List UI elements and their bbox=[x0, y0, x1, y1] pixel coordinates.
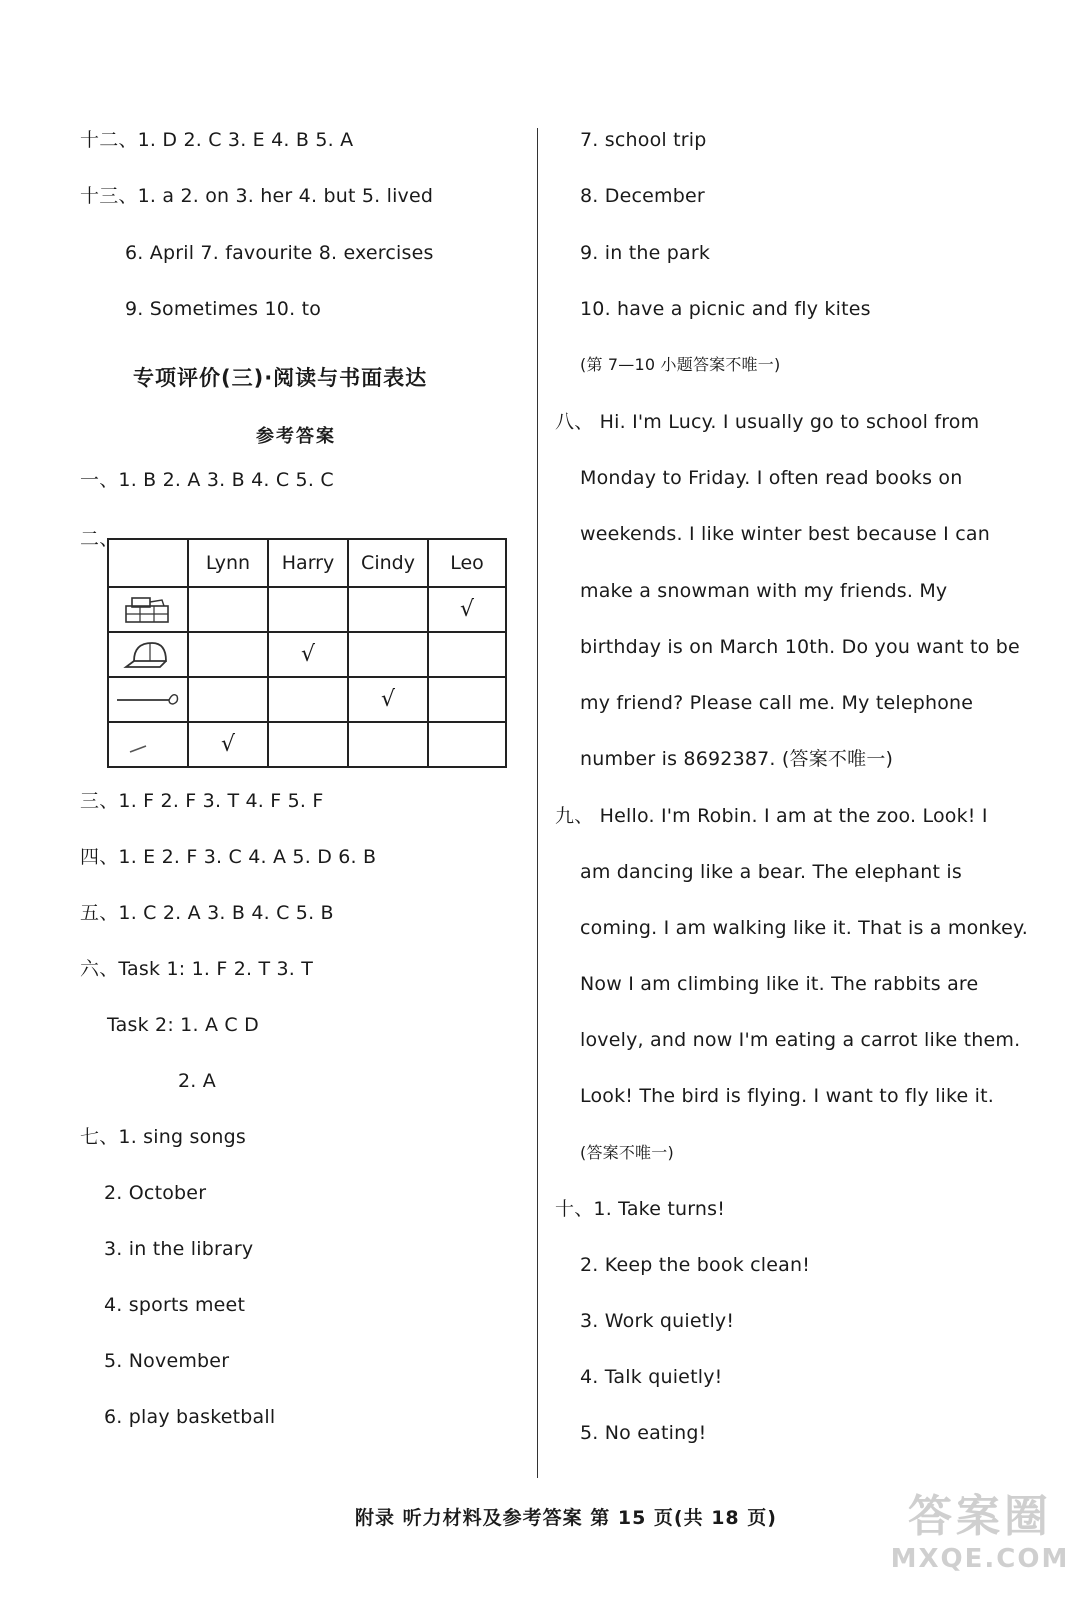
answer-line-7: 七、1. sing songs bbox=[80, 1126, 247, 1148]
essay-line-9: (答案不唯一) bbox=[580, 1143, 674, 1162]
answer-line-10: 3. Work quietly! bbox=[580, 1310, 735, 1332]
essay-line-8: 八、 Hi. I'm Lucy. I usually go to school from bbox=[555, 411, 980, 433]
essay-line-9: am dancing like a bear. The elephant is bbox=[580, 861, 962, 883]
table-cell bbox=[428, 632, 506, 677]
table-cell bbox=[188, 632, 268, 677]
answer-line-6-task2b: 2. A bbox=[178, 1070, 216, 1092]
table-cell bbox=[268, 587, 348, 632]
answer-line-10: 4. Talk quietly! bbox=[580, 1366, 723, 1388]
answer-line-7: 5. November bbox=[104, 1350, 230, 1372]
small-mark-icon bbox=[108, 722, 188, 767]
table-row bbox=[108, 632, 506, 677]
table-cell bbox=[428, 677, 506, 722]
watermark-logo bbox=[890, 1490, 1070, 1590]
answer-line-13: 十三、1. a 2. on 3. her 4. but 5. lived bbox=[80, 185, 434, 207]
essay-line-8: my friend? Please call me. My telephone bbox=[580, 692, 974, 714]
answer-line-6: 六、Task 1: 1. F 2. T 3. T bbox=[80, 958, 314, 980]
essay-line-9: Look! The bird is flying. I want to fly like it. bbox=[580, 1085, 995, 1107]
cap-icon bbox=[108, 632, 188, 677]
table-header-row bbox=[108, 539, 506, 587]
essay-line-8: birthday is on March 10th. Do you want to be bbox=[580, 636, 1020, 658]
answer-subtitle: 参考答案 bbox=[256, 426, 336, 447]
essay-line-8: make a snowman with my friends. My bbox=[580, 580, 948, 602]
essay-line-9: coming. I am walking like it. That is a monkey. bbox=[580, 917, 1029, 939]
table-row bbox=[108, 677, 506, 722]
answer-line-10: 十、1. Take turns! bbox=[555, 1198, 726, 1220]
essay-line-9: 九、 Hello. I'm Robin. I am at the zoo. Look! I bbox=[555, 805, 988, 827]
table-cell: √ bbox=[428, 587, 506, 632]
table-cell bbox=[428, 722, 506, 767]
table-row bbox=[108, 587, 506, 632]
table-header-cell: Leo bbox=[428, 539, 506, 587]
table-corner-cell bbox=[108, 539, 188, 587]
page-footer: 附录 听力材料及参考答案 第 15 页(共 18 页) bbox=[355, 1507, 777, 1529]
essay-line-9: Now I am climbing like it. The rabbits are bbox=[580, 973, 979, 995]
answer-line-1: 一、1. B 2. A 3. B 4. C 5. C bbox=[80, 469, 334, 491]
table-cell: √ bbox=[188, 722, 268, 767]
table-cell bbox=[268, 677, 348, 722]
answer-line-2-label: 二、 bbox=[80, 528, 119, 550]
answer-line-7-cont: 10. have a picnic and fly kites bbox=[580, 298, 871, 320]
line-icon bbox=[108, 677, 188, 722]
answer-note: (第 7—10 小题答案不唯一) bbox=[580, 355, 781, 374]
table-cell bbox=[188, 587, 268, 632]
watermark-bottom: MXQE.COM bbox=[890, 1544, 1070, 1574]
table-cell: √ bbox=[348, 677, 428, 722]
answer-line-7: 4. sports meet bbox=[104, 1294, 246, 1316]
column-divider bbox=[537, 128, 538, 1478]
answer-line-7: 3. in the library bbox=[104, 1238, 254, 1260]
essay-line-9: lovely, and now I'm eating a carrot like them. bbox=[580, 1029, 1021, 1051]
table-cell bbox=[348, 587, 428, 632]
answer-line-7-cont: 8. December bbox=[580, 185, 705, 207]
answer-line-3: 三、1. F 2. F 3. T 4. F 5. F bbox=[80, 790, 324, 812]
table-cell bbox=[268, 722, 348, 767]
table-header-cell: Lynn bbox=[188, 539, 268, 587]
table-cell: √ bbox=[268, 632, 348, 677]
answer-line-7: 2. October bbox=[104, 1182, 207, 1204]
watermark-top: 答案圈 bbox=[908, 1491, 1052, 1542]
essay-line-8: Monday to Friday. I often read books on bbox=[580, 467, 963, 489]
answer-line-7: 6. play basketball bbox=[104, 1406, 276, 1428]
table-cell bbox=[188, 677, 268, 722]
answer-line-10: 2. Keep the book clean! bbox=[580, 1254, 811, 1276]
section-title: 专项评价(三)·阅读与书面表达 bbox=[133, 366, 428, 390]
answer-line-13c: 9. Sometimes 10. to bbox=[125, 298, 322, 320]
answer-line-7-cont: 9. in the park bbox=[580, 242, 711, 264]
answer-line-5: 五、1. C 2. A 3. B 4. C 5. B bbox=[80, 902, 334, 924]
answer-line-13b: 6. April 7. favourite 8. exercises bbox=[125, 242, 434, 264]
answer-line-10: 5. No eating! bbox=[580, 1422, 707, 1444]
answer-line-7-cont: 7. school trip bbox=[580, 129, 707, 151]
table-header-cell: Cindy bbox=[348, 539, 428, 587]
answer-line-6-task2: Task 2: 1. A C D bbox=[107, 1014, 259, 1036]
answer-table bbox=[107, 538, 507, 768]
answer-line-4: 四、1. E 2. F 3. C 4. A 5. D 6. B bbox=[80, 846, 377, 868]
table-cell bbox=[348, 632, 428, 677]
table-cell bbox=[348, 722, 428, 767]
table-header-cell: Harry bbox=[268, 539, 348, 587]
essay-line-8: weekends. I like winter best because I can bbox=[580, 523, 990, 545]
building-blocks-icon bbox=[108, 587, 188, 632]
table-row bbox=[108, 722, 506, 767]
answer-line-12: 十二、1. D 2. C 3. E 4. B 5. A bbox=[80, 129, 354, 151]
essay-line-8: number is 8692387. (答案不唯一) bbox=[580, 748, 894, 770]
